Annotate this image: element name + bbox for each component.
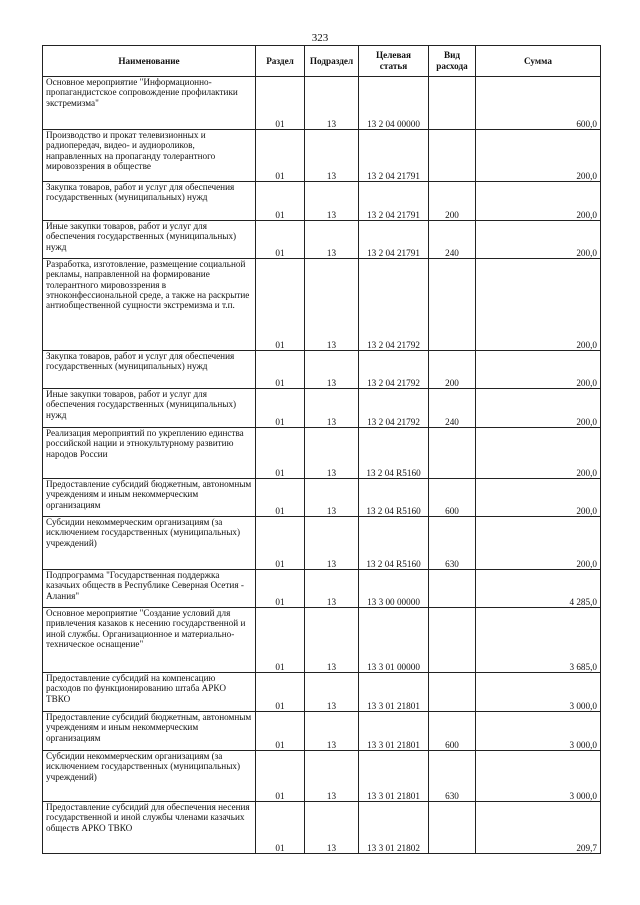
table-body bbox=[43, 77, 601, 854]
row-section: 01 bbox=[256, 570, 305, 608]
row-amount: 209,7 bbox=[476, 802, 601, 854]
row-target: 13 2 04 R5160 bbox=[359, 428, 429, 479]
row-name: Разработка, изготовление, размещение социальной рекламы, направленной на формирование толерантного мировоззрения в этноконфессиональной среде, а также на раскрытие антиобщественной сущности экстремизма и т.п. bbox=[43, 259, 256, 351]
row-subsection: 13 bbox=[305, 428, 359, 479]
row-expense-type bbox=[429, 77, 476, 130]
table-row bbox=[43, 351, 601, 389]
row-section: 01 bbox=[256, 351, 305, 389]
row-name: Подпрограмма "Государственная поддержка казачьих обществ в Республике Северная Осетия - Алания" bbox=[43, 570, 256, 608]
row-target: 13 3 00 00000 bbox=[359, 570, 429, 608]
row-amount: 3 000,0 bbox=[476, 673, 601, 712]
row-expense-type bbox=[429, 570, 476, 608]
row-target: 13 2 04 R5160 bbox=[359, 517, 429, 570]
row-target: 13 2 04 21792 bbox=[359, 259, 429, 351]
row-name: Предоставление субсидий бюджетным, автономным учреждениям и иным некоммерческим организациям bbox=[43, 712, 256, 751]
row-name: Производство и прокат телевизионных и радиопередач, видео- и аудиороликов, направленных на пропаганду толерантного мировоззрения в обществе bbox=[43, 130, 256, 182]
row-amount: 200,0 bbox=[476, 517, 601, 570]
row-expense-type: 600 bbox=[429, 712, 476, 751]
table-header bbox=[43, 46, 601, 77]
row-section: 01 bbox=[256, 389, 305, 428]
header-target: Целевая статья bbox=[359, 46, 429, 77]
row-section: 01 bbox=[256, 608, 305, 673]
header-row bbox=[43, 46, 601, 77]
row-expense-type bbox=[429, 673, 476, 712]
row-section: 01 bbox=[256, 751, 305, 802]
row-name: Предоставление субсидий на компенсацию расходов по функционированию штаба АРКО ТВКО bbox=[43, 673, 256, 712]
row-expense-type bbox=[429, 802, 476, 854]
table-row bbox=[43, 712, 601, 751]
row-target: 13 3 01 21802 bbox=[359, 802, 429, 854]
row-subsection: 13 bbox=[305, 608, 359, 673]
table-row bbox=[43, 802, 601, 854]
row-expense-type: 240 bbox=[429, 221, 476, 259]
row-subsection: 13 bbox=[305, 77, 359, 130]
table-row bbox=[43, 570, 601, 608]
table-row bbox=[43, 517, 601, 570]
row-amount: 200,0 bbox=[476, 182, 601, 221]
row-section: 01 bbox=[256, 221, 305, 259]
row-amount: 3 685,0 bbox=[476, 608, 601, 673]
table-row bbox=[43, 479, 601, 517]
row-expense-type: 630 bbox=[429, 751, 476, 802]
row-amount: 200,0 bbox=[476, 221, 601, 259]
row-amount: 3 000,0 bbox=[476, 751, 601, 802]
row-target: 13 2 04 R5160 bbox=[359, 479, 429, 517]
row-expense-type: 200 bbox=[429, 182, 476, 221]
row-target: 13 2 04 00000 bbox=[359, 77, 429, 130]
row-amount: 200,0 bbox=[476, 130, 601, 182]
row-subsection: 13 bbox=[305, 751, 359, 802]
row-amount: 200,0 bbox=[476, 479, 601, 517]
row-target: 13 2 04 21791 bbox=[359, 182, 429, 221]
row-subsection: 13 bbox=[305, 389, 359, 428]
table-row bbox=[43, 608, 601, 673]
row-name: Закупка товаров, работ и услуг для обеспечения государственных (муниципальных) нужд bbox=[43, 351, 256, 389]
table-row bbox=[43, 221, 601, 259]
row-target: 13 3 01 21801 bbox=[359, 751, 429, 802]
row-section: 01 bbox=[256, 182, 305, 221]
row-target: 13 2 04 21791 bbox=[359, 130, 429, 182]
row-name: Субсидии некоммерческим организациям (за исключением государственных (муниципальных) учреждений) bbox=[43, 751, 256, 802]
row-name: Субсидии некоммерческим организациям (за исключением государственных (муниципальных) учреждений) bbox=[43, 517, 256, 570]
row-amount: 200,0 bbox=[476, 351, 601, 389]
row-subsection: 13 bbox=[305, 570, 359, 608]
row-name: Основное мероприятие "Информационно-пропагандистское сопровождение профилактики экстремизма" bbox=[43, 77, 256, 130]
row-expense-type bbox=[429, 428, 476, 479]
row-section: 01 bbox=[256, 130, 305, 182]
row-subsection: 13 bbox=[305, 673, 359, 712]
row-subsection: 13 bbox=[305, 517, 359, 570]
row-expense-type bbox=[429, 608, 476, 673]
header-name: Наименование bbox=[43, 46, 256, 77]
row-name: Предоставление субсидий для обеспечения несения государственной и иной службы членами казачьих обществ АРКО ТВКО bbox=[43, 802, 256, 854]
row-expense-type bbox=[429, 130, 476, 182]
row-section: 01 bbox=[256, 712, 305, 751]
row-target: 13 2 04 21792 bbox=[359, 351, 429, 389]
row-target: 13 2 04 21792 bbox=[359, 389, 429, 428]
budget-table bbox=[42, 45, 601, 854]
row-amount: 200,0 bbox=[476, 428, 601, 479]
row-amount: 4 285,0 bbox=[476, 570, 601, 608]
header-subsection: Подраздел bbox=[305, 46, 359, 77]
row-section: 01 bbox=[256, 259, 305, 351]
row-name: Основное мероприятие "Создание условий для привлечения казаков к несению государственной и иной службы. Организационное и материально-техническое оснащение" bbox=[43, 608, 256, 673]
table-row bbox=[43, 428, 601, 479]
header-amount: Сумма bbox=[476, 46, 601, 77]
row-subsection: 13 bbox=[305, 221, 359, 259]
row-section: 01 bbox=[256, 802, 305, 854]
table-row bbox=[43, 259, 601, 351]
row-subsection: 13 bbox=[305, 182, 359, 221]
row-subsection: 13 bbox=[305, 351, 359, 389]
row-subsection: 13 bbox=[305, 259, 359, 351]
header-expense-type: Вид расхода bbox=[429, 46, 476, 77]
row-amount: 600,0 bbox=[476, 77, 601, 130]
table-row bbox=[43, 673, 601, 712]
table-row bbox=[43, 130, 601, 182]
header-section: Раздел bbox=[256, 46, 305, 77]
page-number: 323 bbox=[311, 32, 329, 44]
row-name: Предоставление субсидий бюджетным, автономным учреждениям и иным некоммерческим организациям bbox=[43, 479, 256, 517]
row-expense-type: 240 bbox=[429, 389, 476, 428]
row-subsection: 13 bbox=[305, 712, 359, 751]
row-section: 01 bbox=[256, 428, 305, 479]
row-subsection: 13 bbox=[305, 802, 359, 854]
table-row bbox=[43, 751, 601, 802]
row-name: Закупка товаров, работ и услуг для обеспечения государственных (муниципальных) нужд bbox=[43, 182, 256, 221]
row-amount: 3 000,0 bbox=[476, 712, 601, 751]
row-amount: 200,0 bbox=[476, 389, 601, 428]
row-expense-type bbox=[429, 259, 476, 351]
row-target: 13 2 04 21791 bbox=[359, 221, 429, 259]
row-section: 01 bbox=[256, 77, 305, 130]
row-subsection: 13 bbox=[305, 479, 359, 517]
row-expense-type: 630 bbox=[429, 517, 476, 570]
row-target: 13 3 01 21801 bbox=[359, 712, 429, 751]
row-target: 13 3 01 00000 bbox=[359, 608, 429, 673]
row-amount: 200,0 bbox=[476, 259, 601, 351]
row-section: 01 bbox=[256, 673, 305, 712]
table-row bbox=[43, 389, 601, 428]
row-section: 01 bbox=[256, 517, 305, 570]
row-section: 01 bbox=[256, 479, 305, 517]
row-name: Иные закупки товаров, работ и услуг для обеспечения государственных (муниципальных) нужд bbox=[43, 389, 256, 428]
row-expense-type: 200 bbox=[429, 351, 476, 389]
row-subsection: 13 bbox=[305, 130, 359, 182]
row-expense-type: 600 bbox=[429, 479, 476, 517]
row-name: Иные закупки товаров, работ и услуг для обеспечения государственных (муниципальных) нужд bbox=[43, 221, 256, 259]
row-name: Реализация мероприятий по укреплению единства российской нации и этнокультурному развитию народов России bbox=[43, 428, 256, 479]
row-target: 13 3 01 21801 bbox=[359, 673, 429, 712]
table-row bbox=[43, 182, 601, 221]
table-row bbox=[43, 77, 601, 130]
